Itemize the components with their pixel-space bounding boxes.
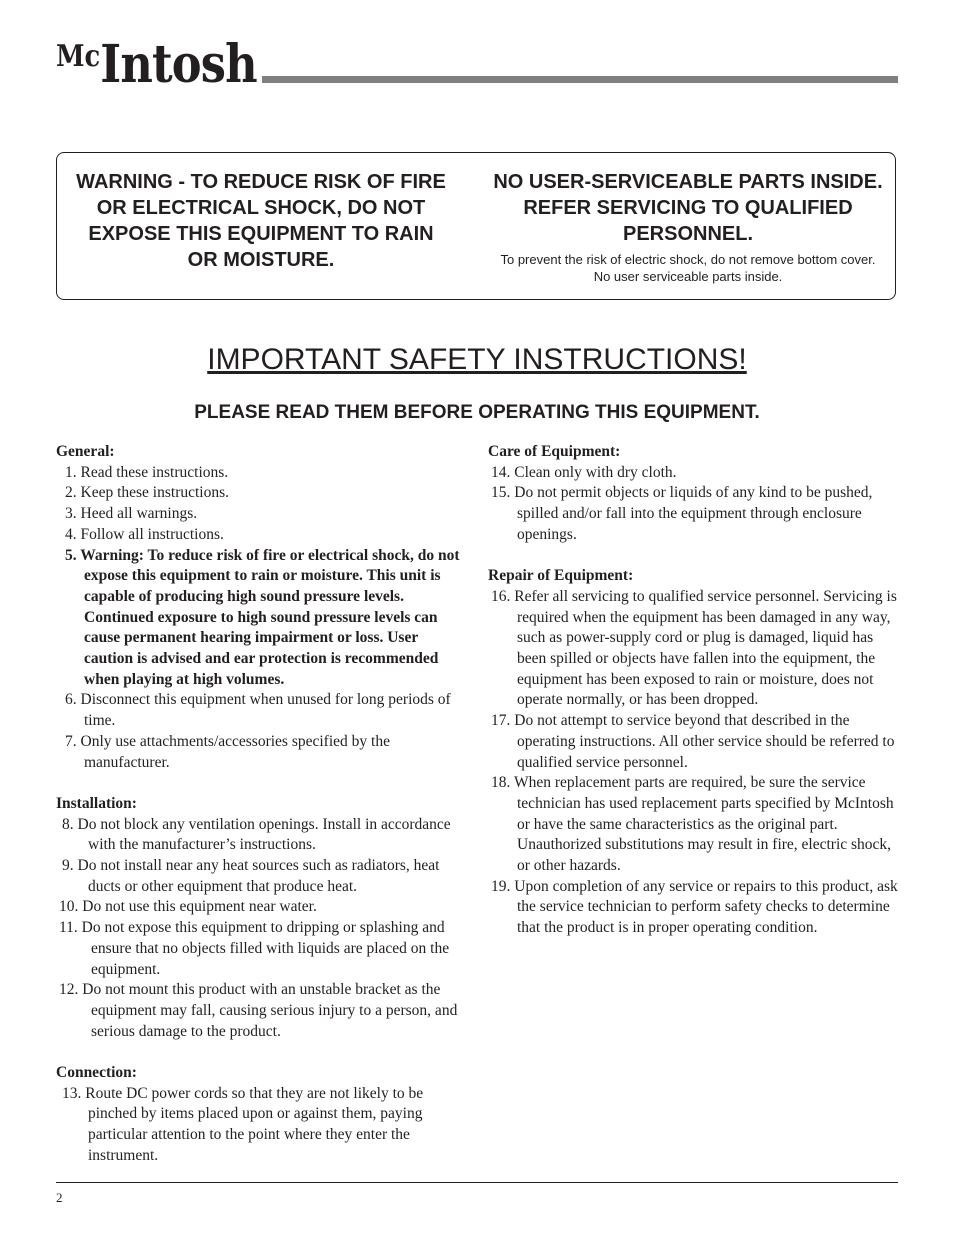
list-item: 11. Do not expose this equipment to dripping or splashing and ensure that no objects filled with liquids are placed on the equipment. [59, 919, 450, 978]
list-item: 3. Heed all warnings. [65, 505, 198, 523]
list-item: 16. Refer all servicing to qualified service personnel. Servicing is required when the equipment has been damaged in any way, such as power-supply cord or plug is damaged, liquid has been spilled or objects have fallen into the equipment, the equipment has been exposed to rain or moisture, does not operate normally, or has been dropped. [491, 587, 897, 709]
list-item: 15. Do not permit objects or liquids of any kind to be pushed, spilled and/or fall into the equipment through enclosure openings. [491, 484, 873, 543]
list-item: 13. Route DC power cords so that they are not likely to be pinched by items placed upon or against them, paying particular attention to the point where they enter the instrument. [62, 1084, 424, 1164]
list-item: 2. Keep these instructions. [65, 484, 230, 502]
service-note: To prevent the risk of electric shock, do not remove bottom cover. No user serviceable parts inside. [500, 252, 876, 284]
page-number: 2 [56, 1190, 63, 1205]
list-item: 18. When replacement parts are required, be sure the service technician has used replacement parts specified by McIntosh or have the same characteristics as the original part. Unauthorized substitutions may result in fire, electric shock, or other hazards. [491, 774, 894, 875]
section-heading-repair: Repair of Equipment: [488, 567, 634, 585]
footer-rule [56, 1182, 898, 1183]
service-heading: NO USER-SERVICEABLE PARTS INSIDE. REFER SERVICING TO QUALIFIED PERSONNEL. [493, 171, 883, 245]
warning-box [56, 152, 896, 300]
list-item: 7. Only use attachments/accessories specified by the manufacturer. [65, 732, 390, 771]
section-heading-care: Care of Equipment: [488, 443, 621, 460]
list-item: 10. Do not use this equipment near water. [59, 898, 317, 916]
section-heading-general: General: [56, 443, 115, 460]
left-column [56, 442, 470, 1167]
right-column [488, 442, 900, 939]
list-item: 14. Clean only with dry cloth. [491, 463, 677, 481]
list-item-warning: 5. Warning: To reduce risk of fire or electrical shock, do not expose this equipment to rain or moisture. This unit is capable of producing high sound pressure levels. Continued exposure to high sound pressure levels can cause permanent hearing impairment or loss. User caution is advised and ear protection is recommended when playing at high volumes. [65, 546, 460, 688]
list-item: 9. Do not install near any heat sources such as radiators, heat ducts or other equipment that produce heat. [62, 857, 440, 895]
list-item: 4. Follow all instructions. [65, 525, 224, 543]
section-heading-connection: Connection: [56, 1064, 137, 1082]
list-item: 17. Do not attempt to service beyond that described in the operating instructions. All other service should be referred to qualified service personnel. [491, 712, 895, 771]
page-subtitle: PLEASE READ THEM BEFORE OPERATING THIS EQUIPMENT. [194, 402, 760, 423]
list-item: 8. Do not block any ventilation openings. Install in accordance with the manufacturer’s instructions. [62, 815, 451, 854]
list-item: 6. Disconnect this equipment when unused for long periods of time. [65, 691, 451, 730]
list-item: 12. Do not mount this product with an unstable bracket as the equipment may fall, causing serious injury to a person, and serious damage to the product. [59, 981, 458, 1040]
list-item: 19. Upon completion of any service or repairs to this product, ask the service technician to perform safety checks to determine that the product is in proper operating condition. [491, 877, 898, 937]
mcintosh-logo: $^{Mc}$Intosh [56, 34, 257, 95]
section-heading-installation: Installation: [56, 794, 137, 812]
header-rule [262, 76, 898, 83]
service-notice [493, 169, 883, 285]
page-title: IMPORTANT SAFETY INSTRUCTIONS! [207, 343, 747, 376]
warning-text: WARNING - TO REDUCE RISK OF FIRE OR ELECTRICAL SHOCK, DO NOT EXPOSE THIS EQUIPMENT TO RAIN OR MOISTURE. [76, 171, 446, 271]
list-item: 1. Read these instructions. [65, 463, 229, 481]
